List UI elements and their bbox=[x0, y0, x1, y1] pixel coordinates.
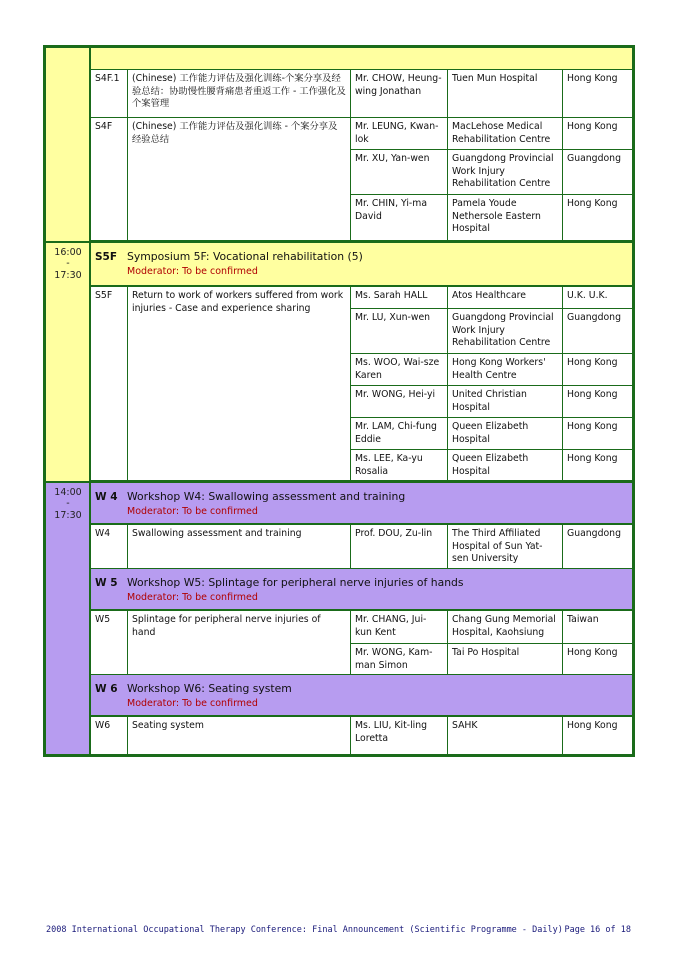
speaker-name: Ms. WOO, Wai-sze Karen bbox=[351, 354, 448, 386]
time-dash: - bbox=[66, 498, 70, 509]
table-row-group bbox=[91, 287, 632, 481]
institution: SAHK bbox=[448, 717, 563, 754]
time-cell-block1 bbox=[46, 48, 91, 241]
location: Guangdong bbox=[563, 309, 632, 354]
session-code: W5 bbox=[91, 611, 128, 675]
institution: Atos Healthcare bbox=[448, 287, 563, 309]
session-title: Seating system bbox=[128, 717, 351, 754]
location: Hong Kong bbox=[563, 195, 632, 241]
location: Hong Kong bbox=[563, 418, 632, 450]
institution: Chang Gung Memorial Hospital, Kaohsiung bbox=[448, 611, 563, 644]
session-header-s5f bbox=[91, 243, 632, 287]
moderator-label: Moderator: To be confirmed bbox=[127, 506, 258, 517]
location: Hong Kong bbox=[563, 118, 632, 150]
time-end: 17:30 bbox=[54, 510, 82, 521]
session-code: S5F bbox=[91, 287, 128, 481]
institution: United Christian Hospital bbox=[448, 386, 563, 418]
institution: The Third Affiliated Hospital of Sun Yat-sen University bbox=[448, 525, 563, 569]
institution: Queen Elizabeth Hospital bbox=[448, 418, 563, 450]
session-header-w4 bbox=[91, 483, 632, 525]
session-header-w5 bbox=[91, 569, 632, 611]
institution: Tai Po Hospital bbox=[448, 644, 563, 675]
time-end: 17:30 bbox=[54, 270, 82, 281]
session-header-code: W 5 bbox=[95, 577, 118, 589]
speaker-name: Mr. LU, Xun-wen bbox=[351, 309, 448, 354]
programme-table bbox=[43, 45, 635, 757]
session-header-code: W 6 bbox=[95, 683, 118, 695]
session-title: Swallowing assessment and training bbox=[128, 525, 351, 569]
institution: Hong Kong Workers' Health Centre bbox=[448, 354, 563, 386]
session-code: W6 bbox=[91, 717, 128, 754]
location: Hong Kong bbox=[563, 450, 632, 481]
speaker-name: Ms. LEE, Ka-yu Rosalia bbox=[351, 450, 448, 481]
location: Taiwan bbox=[563, 611, 632, 644]
speaker-name: Mr. CHOW, Heung-wing Jonathan bbox=[351, 70, 448, 118]
session-title: Splintage for peripheral nerve injuries of hand bbox=[128, 611, 351, 675]
institution: MacLehose Medical Rehabilitation Centre bbox=[448, 118, 563, 150]
footer-title: 2008 International Occupational Therapy Conference: Final Announcement (Scientific Programme - Daily) bbox=[46, 925, 563, 935]
page-number: Page 16 of 18 bbox=[564, 925, 631, 935]
speaker-name: Prof. DOU, Zu-lin bbox=[351, 525, 448, 569]
speaker-name: Mr. WONG, Hei-yi bbox=[351, 386, 448, 418]
session-header-title: Workshop W5: Splintage for peripheral nerve injuries of hands bbox=[127, 576, 464, 589]
speaker-name: Mr. WONG, Kam-man Simon bbox=[351, 644, 448, 675]
location: U.K. U.K. bbox=[563, 287, 632, 309]
session-header-code: W 4 bbox=[95, 491, 118, 503]
moderator-label: Moderator: To be confirmed bbox=[127, 266, 258, 277]
session-code: W4 bbox=[91, 525, 128, 569]
session-header-title: Workshop W4: Swallowing assessment and training bbox=[127, 490, 406, 503]
session-title: (Chinese) 工作能力评估及强化训练 - 个案分享及经验总结 bbox=[128, 118, 351, 241]
session-title: Return to work of workers suffered from work injuries - Case and experience sharing bbox=[128, 287, 351, 481]
table-row-group bbox=[91, 118, 632, 241]
time-cell-block2 bbox=[46, 243, 91, 481]
location: Hong Kong bbox=[563, 644, 632, 675]
time-cell-block3 bbox=[46, 483, 91, 754]
institution: Tuen Mun Hospital bbox=[448, 70, 563, 118]
institution: Queen Elizabeth Hospital bbox=[448, 450, 563, 481]
session-header-title: Workshop W6: Seating system bbox=[127, 682, 292, 695]
location: Guangdong bbox=[563, 150, 632, 195]
time-start: 14:00 bbox=[54, 487, 82, 498]
speaker-name: Mr. LEUNG, Kwan-lok bbox=[351, 118, 448, 150]
location: Guangdong bbox=[563, 525, 632, 569]
table-row bbox=[91, 717, 632, 754]
session-code: S4F.1 bbox=[91, 70, 128, 118]
session-header-title: Symposium 5F: Vocational rehabilitation (5) bbox=[127, 250, 363, 263]
location: Hong Kong bbox=[563, 386, 632, 418]
session-header-w6 bbox=[91, 675, 632, 717]
table-row-group bbox=[91, 611, 632, 675]
location: Hong Kong bbox=[563, 70, 632, 118]
time-dash: - bbox=[66, 258, 70, 269]
table-row bbox=[91, 70, 632, 118]
session-title: (Chinese) 工作能力评估及强化训练-个案分享及经验总结：协助慢性腰背痛患者重返工作 - 工作强化及个案管理 bbox=[128, 70, 351, 118]
speaker-name: Mr. LAM, Chi-fung Eddie bbox=[351, 418, 448, 450]
institution: Pamela Youde Nethersole Eastern Hospital bbox=[448, 195, 563, 241]
time-start: 16:00 bbox=[54, 247, 82, 258]
moderator-label: Moderator: To be confirmed bbox=[127, 698, 258, 709]
speaker-name: Ms. Sarah HALL bbox=[351, 287, 448, 309]
location: Hong Kong bbox=[563, 354, 632, 386]
speaker-name: Mr. XU, Yan-wen bbox=[351, 150, 448, 195]
location: Hong Kong bbox=[567, 720, 618, 731]
table-row bbox=[91, 525, 632, 569]
session-code: S4F bbox=[91, 118, 128, 241]
speaker-name: Mr. CHANG, Jui-kun Kent bbox=[351, 611, 448, 644]
moderator-label: Moderator: To be confirmed bbox=[127, 592, 258, 603]
institution: Guangdong Provincial Work Injury Rehabilitation Centre bbox=[448, 309, 563, 354]
speaker-name: Ms. LIU, Kit-ling Loretta bbox=[351, 717, 448, 754]
continued-header-row bbox=[91, 48, 632, 70]
institution: Guangdong Provincial Work Injury Rehabilitation Centre bbox=[448, 150, 563, 195]
session-header-code: S5F bbox=[95, 251, 118, 263]
speaker-name: Mr. CHIN, Yi-ma David bbox=[351, 195, 448, 241]
